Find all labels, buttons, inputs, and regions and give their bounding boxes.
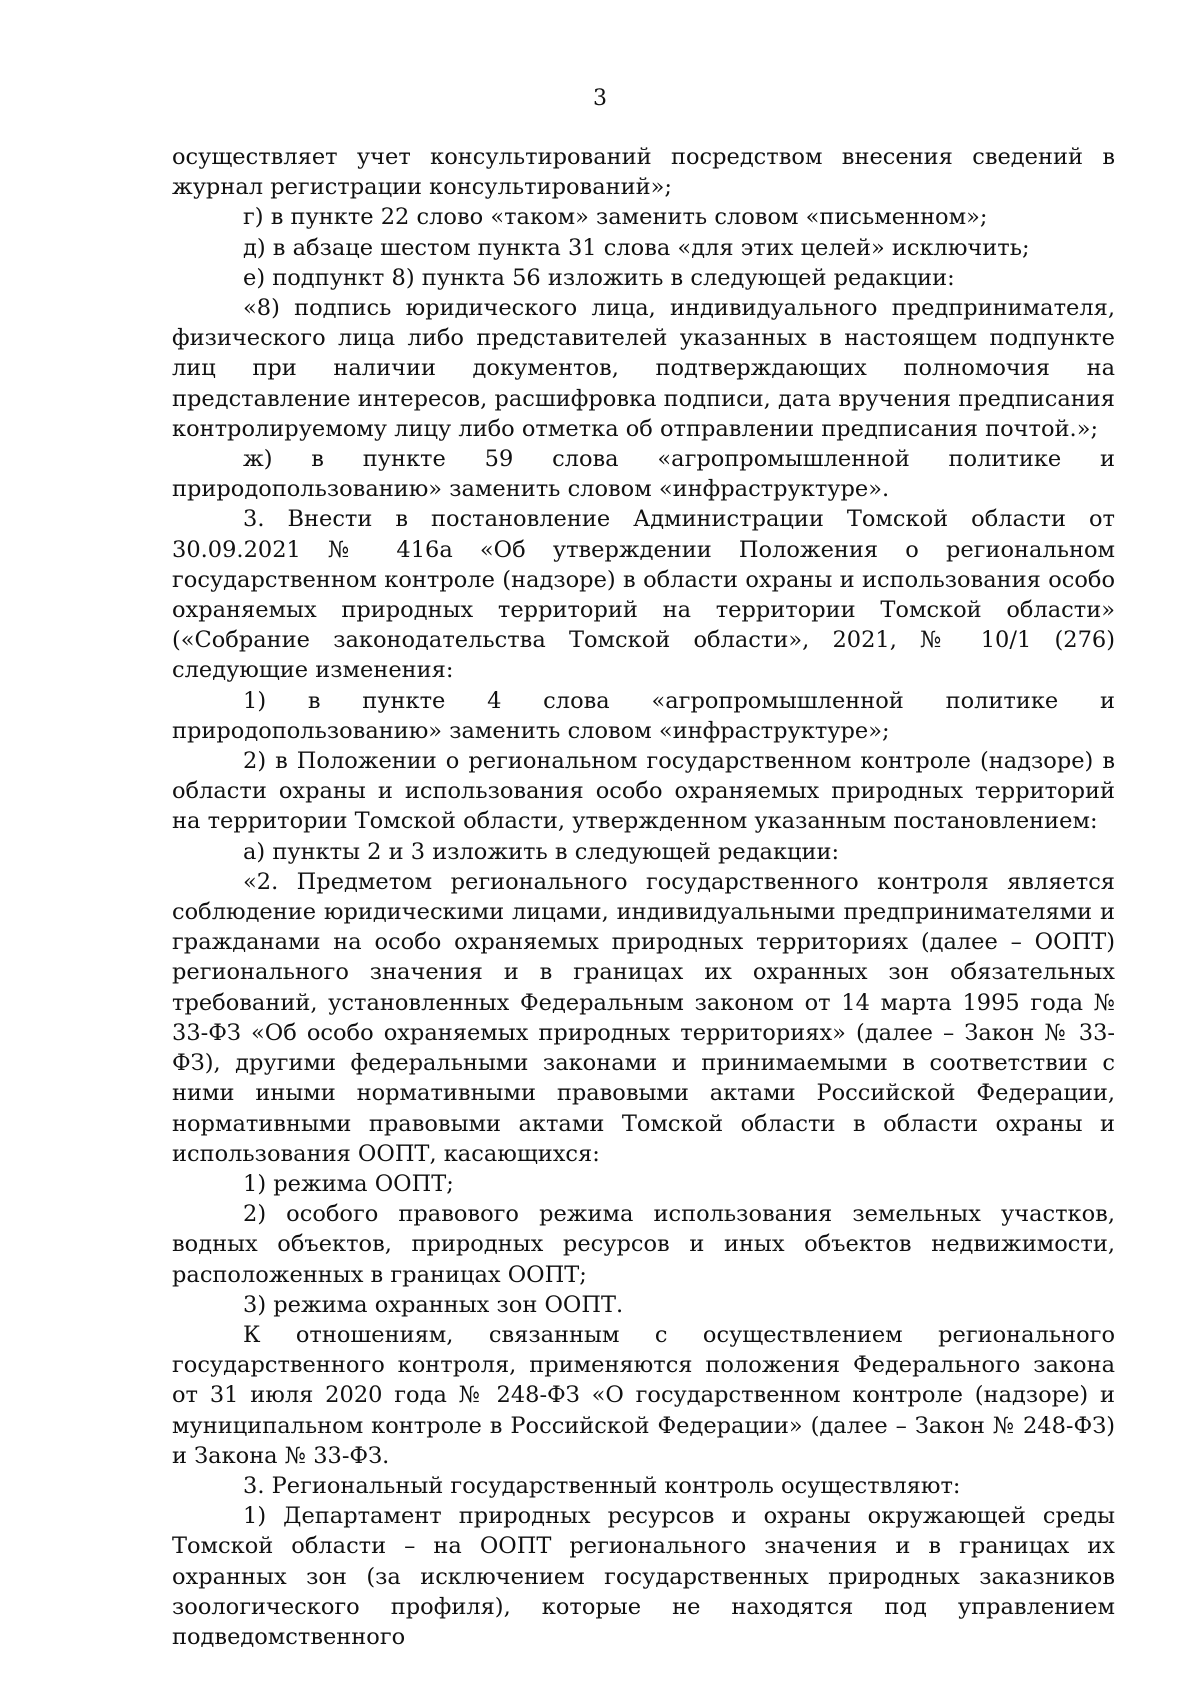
paragraph-item-d: д) в абзаце шестом пункта 31 слова «для этих целей» исключить;	[243, 234, 1030, 261]
paragraph-subitem-2: 2) в Положении о региональном государственном контроле (надзоре) в области охраны и использования особо охраняемых природных территорий на территории Томской области, утвержденном указанным постановлением:	[172, 748, 1115, 835]
paragraph-list-2: 2) особого правового режима использования земельных участков, водных объектов, природных ресурсов и иных объектов недвижимости, расположенных в границах ООПТ;	[172, 1201, 1115, 1288]
paragraph-point-3: 3. Региональный государственный контроль осуществляют:	[243, 1472, 961, 1499]
paragraph-item-g: г) в пункте 22 слово «таком» заменить словом «письменном»;	[243, 204, 988, 231]
paragraph-section-3: 3. Внести в постановление Администрации Томской области от 30.09.2021 № 416а «Об утверждении Положения о региональном государственном контроле (надзоре) в области охраны и использования особо охраняемых природных территорий на территории Томской области» («Собрание законодательства Томской области», 2021, № 10/1 (276) следующие изменения:	[172, 506, 1115, 684]
page-number: 3	[593, 86, 607, 111]
paragraph-quote-8: «8) подпись юридического лица, индивидуального предпринимателя, физического лица либо представителей указанных в настоящем подпункте лиц при наличии документов, подтверждающих полномочия на представление интересов, расшифровка подписи, дата вручения предписания контролируемому лицу либо отметка об отправлении предписания почтой.»;	[172, 295, 1115, 442]
document-body	[172, 142, 1115, 1652]
paragraph-item-e: е) подпункт 8) пункта 56 изложить в следующей редакции:	[243, 264, 955, 291]
paragraph-continuation: осуществляет учет консультирований посредством внесения сведений в журнал регистрации консультирований»;	[172, 144, 1115, 201]
paragraph-list-3: 3) режима охранных зон ООПТ.	[243, 1291, 624, 1318]
paragraph-relations: К отношениям, связанным с осуществлением регионального государственного контроля, применяются положения Федерального закона от 31 июля 2020 года № 248-ФЗ «О государственном контроле (надзоре) и муниципальном контроле в Российской Федерации» (далее – Закон № 248-ФЗ) и Закона № 33-ФЗ.	[172, 1321, 1115, 1469]
paragraph-item-zh: ж) в пункте 59 слова «агропромышленной политике и природопользованию» заменить словом «инфраструктуре».	[172, 446, 1115, 503]
paragraph-item-a: а) пункты 2 и 3 изложить в следующей редакции:	[243, 838, 840, 865]
paragraph-quote-2: «2. Предметом регионального государственного контроля является соблюдение юридическими лицами, индивидуальными предпринимателями и гражданами на особо охраняемых природных территориях (далее – ООПТ) регионального значения и в границах их охранных зон обязательных требований, установленных Федеральным законом от 14 марта 1995 года № 33-ФЗ «Об особо охраняемых природных территориях» (далее – Закон № 33-ФЗ), другими федеральными законами и принимаемыми в соответствии с ними иными нормативными правовыми актами Российской Федерации, нормативными правовыми актами Томской области в области охраны и использования ООПТ, касающихся:	[172, 868, 1115, 1167]
paragraph-subitem-1: 1) в пункте 4 слова «агропромышленной политике и природопользованию» заменить словом «инфраструктуре»;	[172, 687, 1115, 744]
paragraph-list-1: 1) режима ООПТ;	[243, 1170, 454, 1197]
paragraph-department: 1) Департамент природных ресурсов и охраны окружающей среды Томской области – на ООПТ регионального значения и в границах их охранных зон (за исключением государственных природных заказников зоологического профиля), которые не находятся под управлением подведомственного	[172, 1503, 1115, 1650]
